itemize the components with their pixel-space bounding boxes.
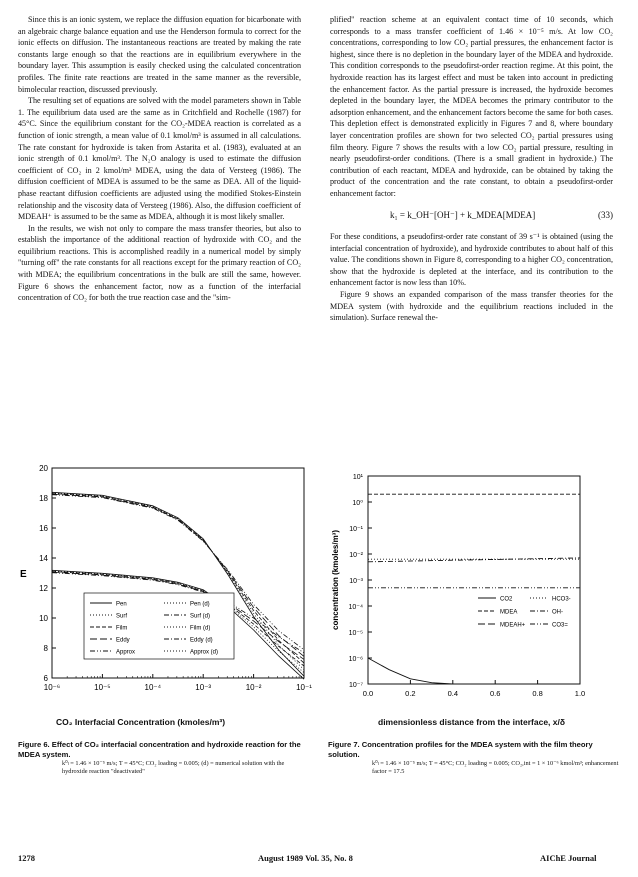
paragraph: In the results, we wish not only to compare the mass transfer theories, but also to establish the importance of the additional reaction of hydroxide with CO₂ and the equilibrium reactions. This is accomplished readily in a numerical model by simply "turning off" the rate constants for all reactions except for the primary reaction of CO₂ with MDEA; the equilibrium concentrations in the bulk are still the same, however. Figure 6 shows the enhancement factor, now as a function of the interfacial concentration of CO₂ for both the true reaction case and the "sim- (18, 223, 301, 303)
left-text-column (18, 14, 301, 304)
figure-6-x-axis-label: CO₂ Interfacial Concentration (kmoles/m³) (56, 717, 226, 727)
x-tick-label: 0.0 (362, 689, 374, 698)
legend-label: OH- (552, 609, 563, 616)
paragraph: The resulting set of equations are solved with the model parameters shown in Table 1. The equilibrium data used are the same as in Critchfield and Rochelle (1987) for 45°C. Since the equilibrium constant for the CO₂-MDEA reaction is correlated as a function of ionic strength, a mean value of 0.1 kmol/m³ is assumed in all calculations. The rate constant for hydroxide is taken from Astarita et al. (1983), evaluated at an ionic strength of 0.1 kmol/m³. The N₂O analogy is used to estimate the diffusion coefficient of CO₂ in 2 kmol/m³ MDEA, using the data of Versteeg (1986). The diffusion coefficient of MDEA is assumed to be the same as DEA. All of the liquid-phase reactant diffusion coefficients are adjusted using the modified Stokes-Einstein relationship and the viscosity data of Versteeg (1986). Also, the diffusion coefficient of MDEAH⁺ is assumed to be the same as MDEA, although it is most likely smaller. (18, 96, 301, 222)
legend-label: CO2 (500, 596, 513, 603)
y-tick-label: 8 (43, 644, 48, 653)
y-tick-label: 20 (39, 464, 48, 473)
legend-label: Pen (116, 601, 127, 608)
plot-frame (368, 476, 580, 684)
legend-label: Film (116, 625, 128, 632)
y-tick-label: 10⁻¹ (349, 526, 363, 533)
figure-6-chart (14, 460, 314, 700)
x-tick-label: 10⁻⁶ (43, 683, 61, 692)
y-tick-label: 10⁻⁶ (348, 656, 363, 663)
legend-label: Surf (d) (190, 613, 211, 620)
x-tick-label: 0.6 (489, 689, 501, 698)
figure-6-caption-detail: k⁰ₗ = 1.46 × 10⁻⁵ m/s; T = 45°C; CO₂ loading = 0.005; (d) = numerical solution with the hydroxide reaction "deactivated" (62, 759, 285, 775)
y-tick-label: 12 (39, 584, 48, 593)
x-tick-label: 0.8 (532, 689, 543, 698)
journal-name: AIChE Journal (540, 853, 597, 863)
figure-6-caption (18, 740, 310, 776)
y-tick-label: 10⁻⁵ (348, 630, 363, 637)
y-tick-label: 10⁰ (352, 500, 363, 507)
equation-number: (33) (598, 209, 613, 220)
legend-label: Eddy (116, 637, 130, 644)
y-tick-label: 14 (39, 554, 48, 563)
y-tick-label: 6 (43, 674, 48, 683)
legend-label: Approx (116, 649, 136, 656)
y-tick-label: 10⁻⁴ (348, 604, 363, 611)
y-tick-label: 18 (39, 494, 48, 503)
figure-7-caption (328, 740, 620, 776)
legend-label: MDEA (500, 609, 518, 616)
figure-7-x-axis-label: dimensionless distance from the interface, x/δ (378, 717, 566, 727)
x-tick-label: 1.0 (574, 689, 586, 698)
legend-label: HCO3- (552, 596, 571, 603)
paragraph: plified" reaction scheme at an equivalent contact time of 10 seconds, which corresponds to a mass transfer coefficient of 1.46 × 10⁻⁵ m/s. At low CO₂ concentrations, corresponding to low CO₂ partial pressures, the enhancement factor is highest, since there is no depletion in the boundary layer of the MDEA and hydroxide. This condition corresponds to the pseudofirst-order reaction regime. At this point, the hydroxide reaction has its largest effect and must be taken into account in predicting the enhancement factor. As the partial pressure is increased, the hydroxide becomes depleted in the boundary layer, the MDEA becomes the primary contributor to the adsorption enhancement, and the enhancement factors become the same for both cases. This depletion effect is demonstrated explicitly in Figures 7 and 8, where boundary layer concentration profiles are shown for two selected CO₂ partial pressures using film theory. Figure 7 shows the results with a low CO₂ partial pressure, resulting in nearly pseudofirst-order conditions. (There is a small gradient in hydroxide.) The contribution of each reactant, MDEA and hydroxide, can be obtained by taking the product of the concentration and the rate constant, to obtain a pseudofirst-order enhancement factor: (330, 15, 613, 198)
x-tick-label: 0.2 (405, 689, 416, 698)
journal-issue: August 1989 Vol. 35, No. 8 (258, 853, 353, 863)
x-tick-label: 10⁻² (245, 683, 262, 692)
legend-label: Film (d) (190, 625, 211, 632)
series-co2 (368, 658, 580, 684)
legend-label: Surf (116, 613, 128, 620)
legend-label: Eddy (d) (190, 637, 213, 644)
right-text-column (330, 14, 613, 324)
paragraph: For these conditions, a pseudofirst-order rate constant of 39 s⁻¹ is obtained (using the interfacial concentration of hydroxide), and hydroxide contributes to about half of this value. The conditions shown in Figure 8, corresponding to a higher CO₂ concentration, show that the hydroxide is depleted at the interface, and its contribution to the enhancement factor is now less than 10%. (330, 232, 613, 288)
legend-label: MDEAH+ (500, 622, 526, 629)
legend-label: Approx (d) (190, 649, 219, 656)
y-tick-label: 10⁻² (349, 552, 363, 559)
y-axis-label: concentration (kmoles/m³) (331, 529, 340, 631)
y-axis-label: E (20, 569, 27, 580)
paragraph: Since this is an ionic system, we replace the diffusion equation for bicarbonate with an algebraic charge balance equation and use the Henderson formula to correct for the ionic effects on diffusion. The instantaneous reactions are treated by making the rate constants large enough so that the reactions are in equilibrium everywhere in the boundary layer. This assumption is easily checked using the calculated concentration profiles. The finite rate reactions are treated in the same manner as the reversible, bimolecular reaction, discussed previously. (18, 15, 301, 94)
equation-33 (390, 210, 613, 222)
figure-7-chart (326, 470, 626, 702)
figure-7-caption-detail: k⁰ₗ = 1.46 × 10⁻⁵ m/s; T = 45°C; CO₂ loading = 0.005; CO₂,int = 1 × 10⁻⁶ kmol/m³; enhancement factor = 17.5 (372, 759, 619, 775)
figure-6-caption-title: Figure 6. Effect of CO₂ interfacial concentration and hydroxide reaction for the MDEA system. (18, 740, 301, 759)
x-tick-label: 10⁻³ (195, 683, 212, 692)
series-oh- (368, 558, 580, 562)
x-tick-label: 10⁻⁴ (144, 683, 162, 692)
y-tick-label: 10⁻⁷ (348, 682, 363, 689)
legend-label: Pen (d) (190, 601, 210, 608)
page-number: 1278 (18, 853, 35, 863)
x-tick-label: 0.4 (447, 689, 459, 698)
y-tick-label: 16 (39, 524, 48, 533)
equation-body: k₁ = k_OH⁻[OH⁻] + k_MDEA[MDEA] (390, 209, 536, 220)
x-tick-label: 10⁻¹ (296, 683, 312, 692)
x-tick-label: 10⁻⁵ (94, 683, 111, 692)
legend-label: CO3= (552, 622, 568, 629)
y-tick-label: 10¹ (352, 474, 363, 481)
y-tick-label: 10 (39, 614, 48, 623)
figure-7-caption-title: Figure 7. Concentration profiles for the MDEA system with the film theory solution. (328, 740, 593, 759)
y-tick-label: 10⁻³ (349, 578, 363, 585)
paragraph: Figure 9 shows an expanded comparison of the mass transfer theories for the MDEA system (with hydroxide and the equilibrium reactions included in the simulation). Surface renewal the- (330, 290, 613, 323)
